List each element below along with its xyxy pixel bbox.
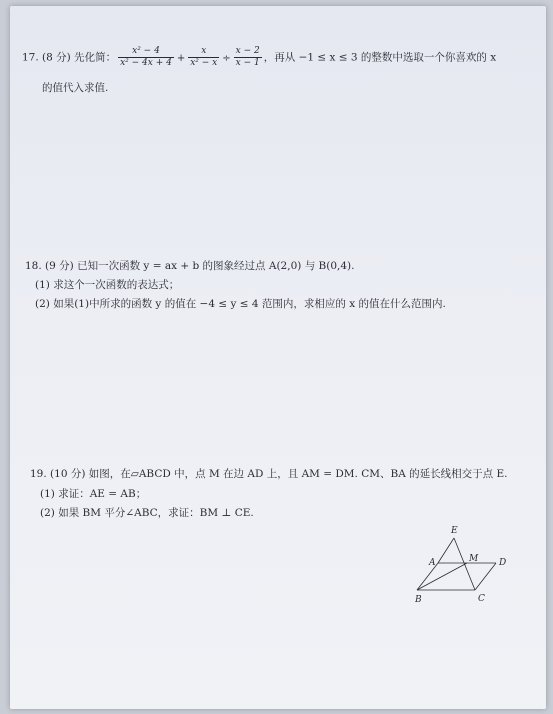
q17-operator-plus: + — [176, 52, 186, 64]
label-c: C — [478, 594, 485, 604]
q17-line2: 的值代入求值. — [42, 82, 109, 94]
q18-line2: (1) 求这个一次函数的表达式； — [35, 279, 180, 291]
q17-fraction-3 — [234, 46, 262, 69]
label-e: E — [451, 526, 458, 536]
q17-prefix: 17. (8 分) 先化简： — [22, 51, 117, 64]
segment-ae — [438, 538, 454, 563]
q17-frac1-denominator: x² − 4x + 4 — [120, 58, 172, 68]
q19-line2: (1) 求证：AE = AB； — [40, 488, 147, 500]
q17-frac3-numerator: x − 2 — [235, 46, 260, 56]
q17-frac2-denominator: x² − x — [190, 58, 218, 68]
segment-bm — [417, 563, 467, 590]
q17-suffix: ，再从 −1 ≤ x ≤ 3 的整数中选取一个你喜欢的 x — [263, 51, 497, 64]
q17-frac1-numerator: x² − 4 — [118, 46, 174, 58]
q19-line1: 19. (10 分) 如图，在▱ABCD 中，点 M 在边 AD 上，且 AM = DM. CM、BA 的延长线相交于点 E. — [30, 468, 508, 480]
q18-line1: 18. (9 分) 已知一次函数 y = ax + b 的图象经过点 A(2,0) 与 B(0,4). — [25, 260, 355, 272]
parallelogram-figure — [415, 521, 515, 606]
q17-operator-divide: ÷ — [222, 52, 231, 64]
q17-frac2-numerator: x — [188, 46, 219, 58]
segment-cd — [475, 563, 496, 590]
q17-line1 — [22, 46, 496, 69]
label-b: B — [415, 595, 422, 605]
q19-line3: (2) 如果 BM 平分∠ABC，求证：BM ⊥ CE. — [40, 507, 254, 519]
label-m: M — [469, 554, 479, 564]
q17-fraction-1 — [118, 46, 174, 69]
q17-fraction-2 — [188, 46, 219, 69]
exam-sheet — [10, 6, 546, 709]
q17-frac3-denominator: x − 1 — [235, 58, 260, 68]
q18-line3: (2) 如果(1)中所求的函数 y 的值在 −4 ≤ y ≤ 4 范围内，求相应的 x 的值在什么范围内. — [35, 298, 446, 310]
label-d: D — [499, 558, 507, 568]
label-a: A — [429, 558, 436, 568]
